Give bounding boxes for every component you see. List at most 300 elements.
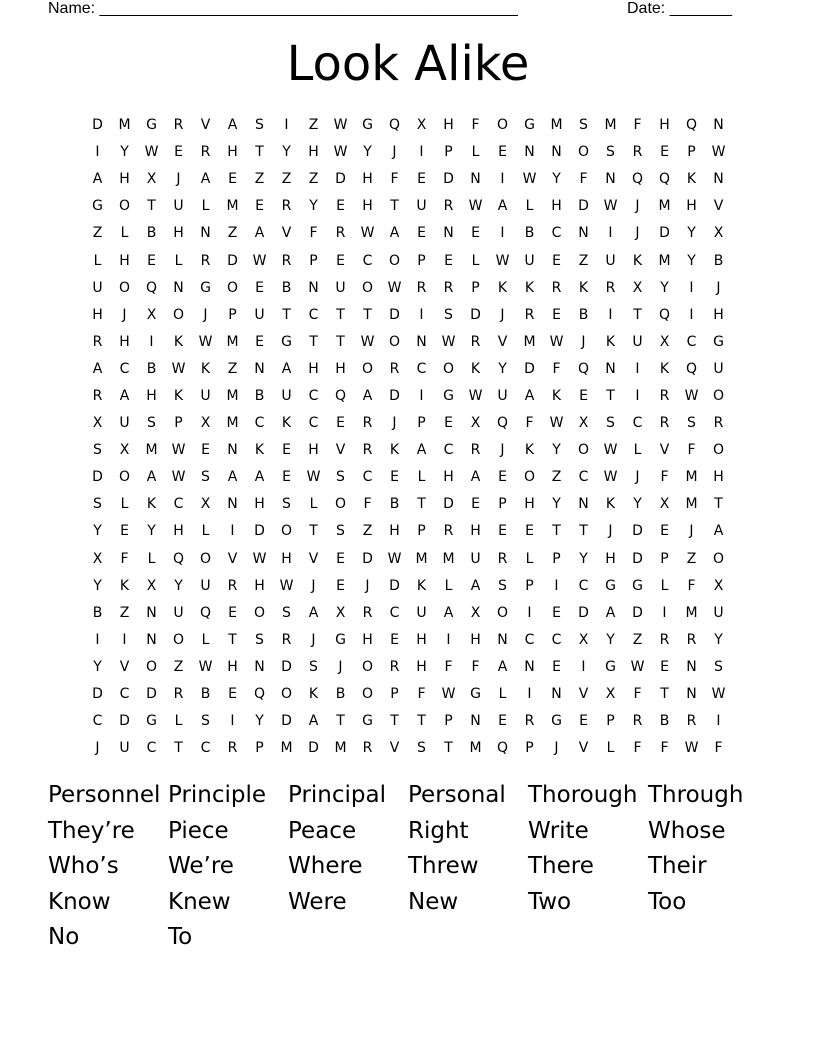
grid-letter[interactable]: P [417,252,426,269]
grid-letter[interactable]: N [578,496,589,513]
grid-letter[interactable]: U [713,604,724,621]
grid-letter[interactable]: I [230,713,235,730]
grid-letter[interactable]: C [254,415,265,432]
grid-letter[interactable]: T [336,713,345,730]
grid-letter[interactable]: R [443,198,454,215]
grid-letter[interactable]: L [471,144,480,161]
grid-letter[interactable]: H [335,360,346,377]
grid-letter[interactable]: F [525,415,534,432]
grid-letter[interactable]: N [524,144,535,161]
grid-letter[interactable]: B [389,496,400,513]
grid-letter[interactable]: E [255,279,264,296]
grid-letter[interactable]: W [495,252,510,269]
grid-letter[interactable]: M [118,117,131,134]
grid-letter[interactable]: L [444,577,453,594]
grid-letter[interactable]: E [444,415,453,432]
grid-letter[interactable]: P [525,577,534,594]
grid-letter[interactable]: W [468,387,483,404]
grid-letter[interactable]: W [252,252,267,269]
grid-letter[interactable]: M [685,469,698,486]
grid-letter[interactable]: O [334,496,347,513]
grid-letter[interactable]: N [686,686,697,703]
grid-letter[interactable]: R [686,713,697,730]
grid-letter[interactable]: R [92,333,103,350]
grid-letter[interactable]: R [281,198,292,215]
grid-letter[interactable]: Q [577,360,590,377]
grid-letter[interactable]: J [311,631,316,648]
grid-letter[interactable]: F [633,740,642,757]
grid-letter[interactable]: Z [227,225,238,242]
grid-letter[interactable]: H [119,252,130,269]
grid-letter[interactable]: P [471,279,480,296]
grid-letter[interactable]: D [362,550,373,567]
grid-letter[interactable]: S [309,658,318,675]
grid-letter[interactable]: U [632,333,643,350]
grid-letter[interactable]: C [389,604,400,621]
grid-letter[interactable]: J [689,523,694,540]
grid-letter[interactable]: R [200,144,211,161]
grid-letter[interactable]: L [498,686,507,703]
grid-letter[interactable]: P [687,144,696,161]
grid-letter[interactable]: J [716,279,721,296]
grid-letter[interactable]: C [308,387,319,404]
grid-letter[interactable]: C [362,469,373,486]
grid-letter[interactable]: P [525,740,534,757]
grid-letter[interactable]: X [605,686,616,703]
grid-letter[interactable]: O [280,523,293,540]
grid-letter[interactable]: I [149,333,154,350]
grid-letter[interactable]: S [336,469,345,486]
grid-letter[interactable]: T [417,496,426,513]
grid-letter[interactable]: Y [714,631,723,648]
grid-letter[interactable]: L [201,198,210,215]
grid-letter[interactable]: A [92,171,103,188]
grid-letter[interactable]: A [254,225,265,242]
grid-letter[interactable]: O [172,306,185,323]
grid-letter[interactable]: E [282,469,291,486]
grid-letter[interactable]: X [200,496,211,513]
date-field[interactable]: Date: _______ [627,0,732,17]
grid-letter[interactable]: D [281,658,292,675]
grid-letter[interactable]: W [441,686,456,703]
grid-letter[interactable]: O [361,360,374,377]
grid-letter[interactable]: A [119,387,130,404]
grid-letter[interactable]: K [308,686,319,703]
grid-letter[interactable]: H [713,469,724,486]
grid-letter[interactable]: P [417,415,426,432]
grid-letter[interactable]: X [146,577,157,594]
grid-letter[interactable]: D [632,604,643,621]
grid-letter[interactable]: N [713,117,724,134]
grid-letter[interactable]: Z [227,360,238,377]
grid-letter[interactable]: T [336,333,345,350]
grid-letter[interactable]: W [684,387,699,404]
grid-letter[interactable]: H [443,469,454,486]
grid-letter[interactable]: R [362,442,373,459]
grid-letter[interactable]: W [144,144,159,161]
grid-letter[interactable]: L [525,550,534,567]
grid-letter[interactable]: R [659,415,670,432]
grid-letter[interactable]: E [471,225,480,242]
grid-letter[interactable]: B [146,225,157,242]
grid-letter[interactable]: M [280,740,293,757]
grid-letter[interactable]: T [390,713,399,730]
grid-letter[interactable]: S [93,442,102,459]
grid-letter[interactable]: I [527,604,532,621]
grid-letter[interactable]: K [578,279,589,296]
grid-letter[interactable]: Y [174,577,183,594]
grid-letter[interactable]: R [632,144,643,161]
grid-letter[interactable]: W [387,550,402,567]
grid-letter[interactable]: I [716,713,721,730]
grid-letter[interactable]: E [498,469,507,486]
grid-letter[interactable]: S [255,117,264,134]
grid-letter[interactable]: R [92,387,103,404]
grid-letter[interactable]: H [470,523,481,540]
grid-letter[interactable]: G [470,686,481,703]
grid-letter[interactable]: R [659,387,670,404]
grid-letter[interactable]: Q [685,360,698,377]
grid-letter[interactable]: J [554,740,559,757]
grid-letter[interactable]: T [174,740,183,757]
grid-letter[interactable]: K [416,577,427,594]
grid-letter[interactable]: F [633,117,642,134]
grid-letter[interactable]: T [363,306,372,323]
grid-letter[interactable]: R [470,333,481,350]
grid-letter[interactable]: O [118,198,131,215]
grid-letter[interactable]: X [146,306,157,323]
grid-letter[interactable]: U [713,360,724,377]
grid-letter[interactable]: R [335,225,346,242]
grid-letter[interactable]: S [93,496,102,513]
grid-letter[interactable]: T [255,144,264,161]
grid-letter[interactable]: R [227,740,238,757]
grid-letter[interactable]: W [333,117,348,134]
grid-letter[interactable]: S [714,658,723,675]
grid-letter[interactable]: E [336,252,345,269]
grid-letter[interactable]: C [578,577,589,594]
grid-letter[interactable]: U [416,198,427,215]
grid-letter[interactable]: L [606,740,615,757]
grid-letter[interactable]: B [578,306,589,323]
grid-letter[interactable]: D [335,171,346,188]
grid-letter[interactable]: C [551,225,562,242]
grid-letter[interactable]: F [363,496,372,513]
grid-letter[interactable]: Z [254,171,265,188]
grid-letter[interactable]: E [336,415,345,432]
grid-letter[interactable]: Z [308,171,319,188]
grid-letter[interactable]: Q [631,171,644,188]
grid-letter[interactable]: S [201,713,210,730]
grid-letter[interactable]: L [174,713,183,730]
grid-letter[interactable]: K [200,360,211,377]
grid-letter[interactable]: V [281,225,292,242]
grid-letter[interactable]: C [119,360,130,377]
grid-letter[interactable]: S [498,577,507,594]
grid-letter[interactable]: N [551,686,562,703]
grid-letter[interactable]: R [659,631,670,648]
grid-letter[interactable]: E [579,713,588,730]
grid-letter[interactable]: R [200,252,211,269]
grid-letter[interactable]: A [254,469,265,486]
grid-letter[interactable]: U [335,279,346,296]
grid-letter[interactable]: G [146,117,157,134]
grid-letter[interactable]: I [662,604,667,621]
grid-letter[interactable]: H [659,117,670,134]
grid-letter[interactable]: K [470,360,481,377]
grid-letter[interactable]: E [417,225,426,242]
grid-letter[interactable]: Y [552,442,561,459]
grid-letter[interactable]: C [362,252,373,269]
grid-letter[interactable]: U [497,387,508,404]
name-field[interactable]: Name: _______________________________________________ [48,0,518,17]
grid-letter[interactable]: N [713,171,724,188]
grid-letter[interactable]: Y [363,144,372,161]
grid-letter[interactable]: W [333,144,348,161]
grid-letter[interactable]: H [308,442,319,459]
grid-letter[interactable]: W [279,577,294,594]
grid-letter[interactable]: Z [92,225,103,242]
grid-letter[interactable]: G [146,713,157,730]
grid-letter[interactable]: X [713,225,724,242]
grid-letter[interactable]: R [524,713,535,730]
grid-letter[interactable]: B [254,387,265,404]
grid-letter[interactable]: Z [173,658,184,675]
grid-letter[interactable]: K [254,442,265,459]
grid-letter[interactable]: D [119,713,130,730]
grid-letter[interactable]: U [173,198,184,215]
grid-letter[interactable]: S [336,523,345,540]
grid-letter[interactable]: E [174,144,183,161]
grid-letter[interactable]: W [549,333,564,350]
grid-letter[interactable]: E [444,252,453,269]
grid-letter[interactable]: Q [199,604,212,621]
grid-letter[interactable]: S [606,415,615,432]
grid-letter[interactable]: U [92,279,103,296]
grid-letter[interactable]: X [659,333,670,350]
grid-letter[interactable]: S [255,631,264,648]
grid-letter[interactable]: P [444,144,453,161]
grid-letter[interactable]: U [470,550,481,567]
grid-letter[interactable]: T [660,686,669,703]
grid-letter[interactable]: D [92,686,103,703]
grid-letter[interactable]: W [522,171,537,188]
grid-letter[interactable]: D [443,496,454,513]
grid-letter[interactable]: D [578,604,589,621]
grid-letter[interactable]: N [146,604,157,621]
grid-letter[interactable]: W [306,469,321,486]
grid-letter[interactable]: W [360,333,375,350]
grid-letter[interactable]: Q [388,117,401,134]
grid-letter[interactable]: Q [496,740,509,757]
grid-letter[interactable]: M [226,387,239,404]
grid-letter[interactable]: L [633,442,642,459]
grid-letter[interactable]: T [309,333,318,350]
grid-letter[interactable]: U [281,387,292,404]
grid-letter[interactable]: B [335,686,346,703]
grid-letter[interactable]: I [608,306,613,323]
grid-letter[interactable]: E [336,550,345,567]
grid-letter[interactable]: E [660,144,669,161]
grid-letter[interactable]: A [497,658,508,675]
grid-letter[interactable]: H [686,198,697,215]
grid-letter[interactable]: E [255,198,264,215]
grid-letter[interactable]: S [444,306,453,323]
grid-letter[interactable]: Z [281,171,292,188]
grid-letter[interactable]: G [362,713,373,730]
grid-letter[interactable]: A [227,469,238,486]
grid-letter[interactable]: J [500,442,505,459]
grid-letter[interactable]: C [119,686,130,703]
grid-letter[interactable]: R [389,360,400,377]
grid-letter[interactable]: M [226,333,239,350]
grid-letter[interactable]: O [361,279,374,296]
grid-letter[interactable]: R [173,117,184,134]
grid-letter[interactable]: Y [552,171,561,188]
grid-letter[interactable]: O [361,658,374,675]
grid-letter[interactable]: N [254,360,265,377]
grid-letter[interactable]: E [498,713,507,730]
grid-letter[interactable]: Z [578,252,589,269]
grid-letter[interactable]: Y [660,279,669,296]
grid-letter[interactable]: E [228,171,237,188]
grid-letter[interactable]: C [308,306,319,323]
grid-letter[interactable]: P [390,686,399,703]
grid-letter[interactable]: H [227,658,238,675]
grid-letter[interactable]: L [660,577,669,594]
grid-letter[interactable]: L [525,198,534,215]
grid-letter[interactable]: J [500,306,505,323]
grid-letter[interactable]: D [632,550,643,567]
grid-letter[interactable]: H [119,333,130,350]
grid-letter[interactable]: D [389,387,400,404]
grid-letter[interactable]: A [281,360,292,377]
grid-letter[interactable]: E [552,604,561,621]
grid-letter[interactable]: D [443,171,454,188]
grid-letter[interactable]: R [281,252,292,269]
grid-letter[interactable]: X [578,415,589,432]
grid-letter[interactable]: R [605,279,616,296]
grid-letter[interactable]: I [635,387,640,404]
grid-letter[interactable]: O [442,360,455,377]
grid-letter[interactable]: D [92,469,103,486]
grid-letter[interactable]: X [335,604,346,621]
grid-letter[interactable]: C [416,360,427,377]
grid-letter[interactable]: V [308,550,319,567]
grid-letter[interactable]: E [228,604,237,621]
grid-letter[interactable]: H [416,658,427,675]
grid-letter[interactable]: E [336,198,345,215]
grid-letter[interactable]: D [470,306,481,323]
grid-letter[interactable]: O [280,686,293,703]
grid-letter[interactable]: K [173,387,184,404]
grid-letter[interactable]: T [444,740,453,757]
grid-letter[interactable]: N [308,279,319,296]
grid-letter[interactable]: E [579,387,588,404]
grid-letter[interactable]: A [443,604,454,621]
grid-letter[interactable]: E [120,523,129,540]
grid-letter[interactable]: U [200,387,211,404]
grid-letter[interactable]: U [605,252,616,269]
grid-letter[interactable]: B [92,604,103,621]
grid-letter[interactable]: E [660,658,669,675]
grid-letter[interactable]: R [389,658,400,675]
grid-letter[interactable]: K [605,333,616,350]
grid-letter[interactable]: X [146,171,157,188]
grid-letter[interactable]: P [660,550,669,567]
grid-letter[interactable]: T [147,198,156,215]
grid-letter[interactable]: W [603,469,618,486]
grid-letter[interactable]: I [689,306,694,323]
grid-letter[interactable]: X [416,117,427,134]
grid-letter[interactable]: E [201,442,210,459]
grid-letter[interactable]: Y [687,252,696,269]
grid-letter[interactable]: V [227,550,238,567]
grid-letter[interactable]: S [147,415,156,432]
grid-letter[interactable]: P [417,523,426,540]
grid-letter[interactable]: G [605,658,616,675]
grid-letter[interactable]: J [122,306,127,323]
grid-letter[interactable]: V [578,686,589,703]
grid-letter[interactable]: M [145,442,158,459]
grid-letter[interactable]: T [714,496,723,513]
grid-letter[interactable]: F [660,469,669,486]
grid-letter[interactable]: G [362,117,373,134]
grid-letter[interactable]: C [146,740,157,757]
grid-letter[interactable]: C [632,415,643,432]
grid-letter[interactable]: E [147,252,156,269]
grid-letter[interactable]: H [227,144,238,161]
grid-letter[interactable]: V [200,117,211,134]
grid-letter[interactable]: L [174,252,183,269]
grid-letter[interactable]: E [282,442,291,459]
grid-letter[interactable]: F [444,658,453,675]
grid-letter[interactable]: M [604,117,617,134]
grid-letter[interactable]: S [579,117,588,134]
grid-letter[interactable]: I [500,171,505,188]
grid-letter[interactable]: H [551,198,562,215]
grid-letter[interactable]: F [687,442,696,459]
grid-letter[interactable]: Y [255,713,264,730]
grid-letter[interactable]: I [230,523,235,540]
grid-letter[interactable]: D [254,523,265,540]
grid-letter[interactable]: X [578,631,589,648]
grid-letter[interactable]: J [635,469,640,486]
grid-letter[interactable]: L [471,252,480,269]
grid-letter[interactable]: O [577,144,590,161]
grid-letter[interactable]: H [308,144,319,161]
grid-letter[interactable]: Y [93,658,102,675]
grid-letter[interactable]: O [496,604,509,621]
grid-letter[interactable]: M [334,740,347,757]
grid-letter[interactable]: H [92,306,103,323]
grid-letter[interactable]: A [605,604,616,621]
grid-letter[interactable]: Y [498,360,507,377]
grid-letter[interactable]: O [172,631,185,648]
grid-letter[interactable]: F [471,117,480,134]
grid-letter[interactable]: B [146,360,157,377]
grid-letter[interactable]: Y [579,550,588,567]
grid-letter[interactable]: N [416,333,427,350]
grid-letter[interactable]: C [92,713,103,730]
grid-letter[interactable]: O [712,550,725,567]
grid-letter[interactable]: Y [606,631,615,648]
grid-letter[interactable]: S [417,740,426,757]
grid-letter[interactable]: C [578,469,589,486]
grid-letter[interactable]: R [524,306,535,323]
grid-letter[interactable]: F [471,658,480,675]
grid-letter[interactable]: J [635,198,640,215]
